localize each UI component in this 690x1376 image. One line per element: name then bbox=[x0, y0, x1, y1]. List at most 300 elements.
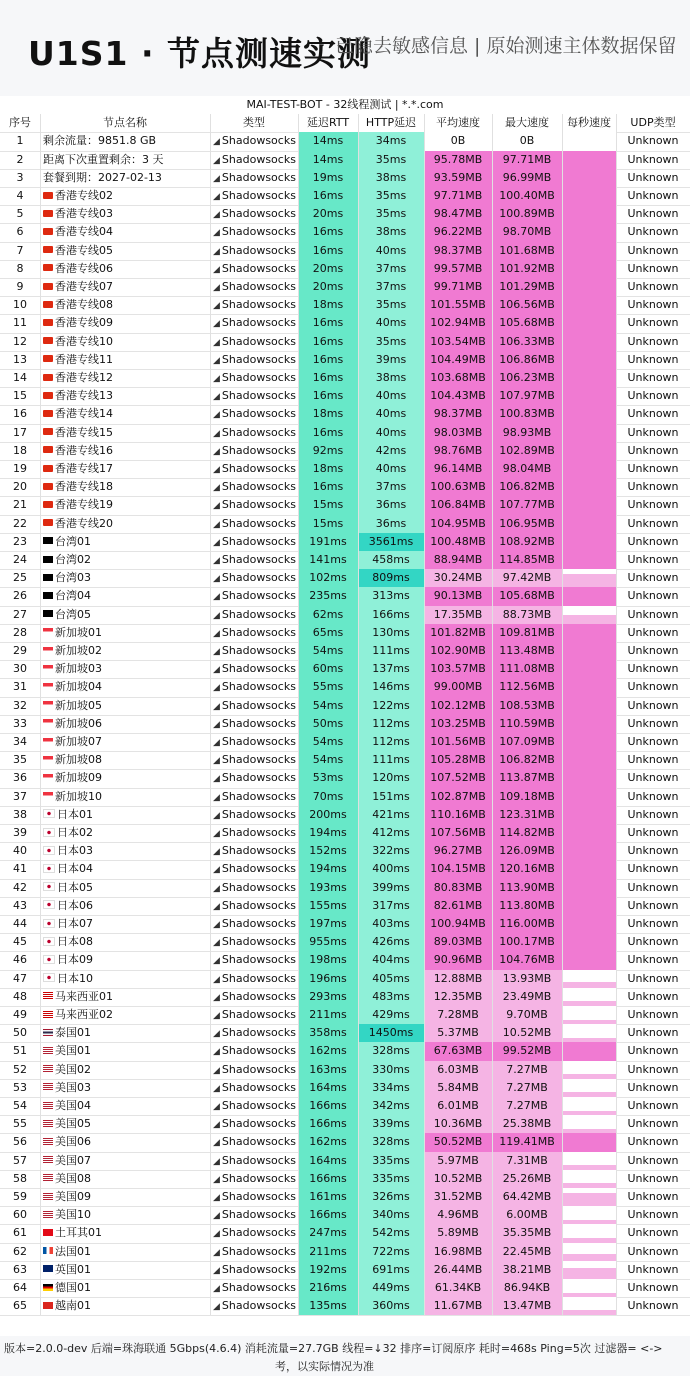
per-second-speed-fill bbox=[562, 642, 616, 660]
japan-flag-icon bbox=[43, 828, 55, 837]
table-row bbox=[0, 205, 690, 224]
node-type bbox=[210, 824, 298, 842]
node-type bbox=[210, 278, 298, 296]
max-speed-value: 97.42MB bbox=[492, 569, 562, 587]
node-type-label: Shadowsocks bbox=[221, 1153, 296, 1167]
protocol-arrow-icon: ◢ bbox=[213, 829, 220, 839]
node-type-label: Shadowsocks bbox=[221, 844, 296, 858]
node-type bbox=[210, 1261, 298, 1279]
protocol-arrow-icon: ◢ bbox=[213, 756, 220, 767]
http-latency-value: 151ms bbox=[358, 788, 424, 806]
avg-speed-value: 101.82MB bbox=[424, 624, 492, 642]
per-second-speed-bar bbox=[562, 678, 616, 696]
singapore-flag-icon bbox=[43, 701, 53, 708]
node-type bbox=[210, 624, 298, 642]
rtt-value: 194ms bbox=[298, 860, 358, 878]
rtt-value: 197ms bbox=[298, 915, 358, 933]
udp-type-value: Unknown bbox=[627, 1171, 679, 1185]
table-row bbox=[0, 915, 690, 934]
node-name-label: 新加坡08 bbox=[55, 753, 102, 767]
row-index: 47 bbox=[13, 971, 27, 985]
table-row bbox=[0, 806, 690, 825]
node-type bbox=[210, 405, 298, 423]
table-row bbox=[0, 1297, 690, 1316]
node-type-label: Shadowsocks bbox=[221, 735, 296, 748]
table-row bbox=[0, 660, 690, 679]
table-row bbox=[0, 260, 690, 279]
http-latency-value: 542ms bbox=[358, 1224, 424, 1242]
per-second-speed-fill bbox=[562, 715, 616, 733]
page-subtitle: 已隐去敏感信息 | 原始测速主体数据保留 bbox=[335, 35, 677, 57]
per-second-speed-fill bbox=[562, 788, 616, 806]
node-name bbox=[40, 132, 210, 150]
col-udp-type-header: UDP类型 bbox=[630, 116, 676, 130]
udp-type-value: Unknown bbox=[627, 553, 679, 566]
per-second-speed-bar bbox=[562, 806, 616, 824]
avg-speed-value: 11.67MB bbox=[424, 1297, 492, 1315]
rtt-value: 216ms bbox=[298, 1279, 358, 1297]
row-index: 23 bbox=[13, 534, 27, 548]
per-second-speed-bar bbox=[562, 988, 616, 1006]
per-second-speed-bar bbox=[562, 478, 616, 496]
udp-type-value: Unknown bbox=[627, 1080, 679, 1094]
row-index: 44 bbox=[13, 917, 27, 930]
per-second-speed-fill bbox=[562, 1042, 616, 1060]
max-speed-value: 25.26MB bbox=[492, 1170, 562, 1188]
http-latency-value: 112ms bbox=[358, 733, 424, 751]
udp-type-value: Unknown bbox=[627, 462, 679, 475]
rtt-value: 166ms bbox=[298, 1170, 358, 1188]
max-speed-value: 106.86MB bbox=[492, 351, 562, 369]
per-second-speed-fill bbox=[562, 842, 616, 860]
per-second-speed-fill bbox=[562, 733, 616, 751]
max-speed-value: 107.77MB bbox=[492, 496, 562, 514]
taiwan-flag-icon bbox=[43, 537, 53, 544]
udp-type-value: Unknown bbox=[627, 407, 679, 421]
rtt-value: 16ms bbox=[298, 351, 358, 369]
avg-speed-value: 101.56MB bbox=[424, 733, 492, 751]
per-second-speed-bar bbox=[562, 751, 616, 769]
udp-type-value: Unknown bbox=[627, 443, 679, 457]
rtt-value: 955ms bbox=[298, 933, 358, 951]
node-type-label: Shadowsocks bbox=[221, 225, 296, 239]
udp-type-value: Unknown bbox=[627, 280, 679, 293]
node-type bbox=[210, 933, 298, 951]
http-latency-value: 313ms bbox=[358, 587, 424, 605]
udp-type-value: Unknown bbox=[627, 152, 679, 166]
protocol-arrow-icon: ◢ bbox=[213, 610, 220, 621]
max-speed-value: 0B bbox=[492, 132, 562, 150]
per-second-speed-bar bbox=[562, 587, 616, 605]
node-name bbox=[40, 951, 210, 969]
table-row bbox=[0, 842, 690, 861]
http-latency-value: 449ms bbox=[358, 1279, 424, 1297]
udp-type-value: Unknown bbox=[627, 571, 679, 585]
avg-speed-value: 110.16MB bbox=[424, 806, 492, 824]
per-second-speed-fill bbox=[562, 824, 616, 842]
avg-speed-value: 102.12MB bbox=[424, 697, 492, 715]
max-speed-value: 13.47MB bbox=[492, 1297, 562, 1315]
http-latency-value: 483ms bbox=[358, 988, 424, 1006]
per-second-speed-fill bbox=[562, 169, 616, 187]
protocol-arrow-icon: ◢ bbox=[213, 1102, 220, 1112]
node-type-label: Shadowsocks bbox=[221, 352, 296, 366]
protocol-arrow-icon: ◢ bbox=[213, 1047, 220, 1058]
node-name bbox=[40, 824, 210, 842]
column-divider bbox=[424, 114, 425, 1315]
node-name-label: 台湾01 bbox=[55, 534, 91, 548]
http-latency-value: 40ms bbox=[358, 314, 424, 332]
node-type-label: Shadowsocks bbox=[221, 243, 296, 257]
rtt-value: 54ms bbox=[298, 751, 358, 769]
protocol-arrow-icon: ◢ bbox=[213, 319, 220, 330]
http-latency-value: 335ms bbox=[358, 1170, 424, 1188]
max-speed-value: 6.00MB bbox=[492, 1206, 562, 1224]
node-type-label: Shadowsocks bbox=[221, 1117, 296, 1131]
http-latency-value: 317ms bbox=[358, 897, 424, 915]
avg-speed-value: 104.95MB bbox=[424, 515, 492, 533]
avg-speed-value: 0B bbox=[424, 132, 492, 150]
node-type bbox=[210, 988, 298, 1006]
japan-flag-icon bbox=[43, 846, 55, 855]
protocol-arrow-icon: ◢ bbox=[213, 1083, 220, 1094]
node-name bbox=[40, 1042, 210, 1060]
udp-type-value: Unknown bbox=[627, 207, 679, 221]
node-type bbox=[210, 333, 298, 351]
per-second-speed-bar bbox=[562, 1133, 616, 1151]
node-name bbox=[40, 533, 210, 551]
max-speed-value: 113.80MB bbox=[492, 897, 562, 915]
node-name bbox=[40, 387, 210, 405]
http-latency-value: 34ms bbox=[358, 132, 424, 150]
node-type bbox=[210, 788, 298, 806]
http-latency-value: 112ms bbox=[358, 715, 424, 733]
node-type-label: Shadowsocks bbox=[221, 807, 296, 821]
rtt-value: 14ms bbox=[298, 151, 358, 169]
node-type bbox=[210, 478, 298, 496]
protocol-arrow-icon: ◢ bbox=[213, 410, 220, 421]
per-second-speed-bar bbox=[562, 1297, 616, 1315]
row-index: 3 bbox=[16, 170, 24, 184]
per-second-speed-fill bbox=[562, 351, 616, 369]
per-second-speed-fill bbox=[562, 187, 616, 205]
node-name-label: 香港专线07 bbox=[55, 280, 113, 293]
udp-type-value: Unknown bbox=[627, 716, 679, 730]
per-second-speed-bar bbox=[562, 733, 616, 751]
row-index: 24 bbox=[13, 553, 27, 566]
column-divider bbox=[492, 114, 493, 1315]
node-name-label: 香港专线15 bbox=[55, 425, 113, 439]
avg-speed-value: 99.00MB bbox=[424, 678, 492, 696]
node-type bbox=[210, 1279, 298, 1297]
node-type-label: Shadowsocks bbox=[221, 261, 296, 275]
http-latency-value: 339ms bbox=[358, 1115, 424, 1133]
node-type-label: Shadowsocks bbox=[221, 189, 296, 202]
node-name-label: 英国01 bbox=[55, 1262, 91, 1276]
http-latency-value: 130ms bbox=[358, 624, 424, 642]
node-name-label: 美国06 bbox=[55, 1135, 91, 1149]
avg-speed-value: 67.63MB bbox=[424, 1042, 492, 1060]
row-index: 7 bbox=[16, 243, 24, 257]
http-latency-value: 40ms bbox=[358, 424, 424, 442]
node-name-label: 日本08 bbox=[57, 935, 93, 949]
node-name bbox=[40, 151, 210, 169]
column-divider bbox=[358, 114, 359, 1315]
node-name bbox=[40, 1006, 210, 1024]
row-index: 25 bbox=[13, 571, 27, 585]
node-type-label: Shadowsocks bbox=[221, 971, 296, 985]
avg-speed-value: 100.48MB bbox=[424, 533, 492, 551]
footer-info: 版本=2.0.0-dev 后端=珠海联通 5Gbps(4.6.4) 消耗流量=27.7GB 线程=↓32 排序=订阅原序 耗时=468s Ping=5次 过滤器= <-> bbox=[4, 1342, 663, 1355]
per-second-speed-fill bbox=[562, 769, 616, 787]
singapore-flag-icon bbox=[43, 792, 53, 799]
singapore-flag-icon bbox=[43, 738, 53, 745]
per-second-speed-bar bbox=[562, 1115, 616, 1133]
protocol-arrow-icon: ◢ bbox=[213, 301, 220, 312]
row-index: 57 bbox=[13, 1153, 27, 1167]
per-second-speed-fill bbox=[562, 533, 616, 551]
node-name-label: 日本01 bbox=[57, 807, 93, 821]
protocol-arrow-icon: ◢ bbox=[213, 847, 220, 858]
udp-type-value: Unknown bbox=[627, 298, 679, 312]
hong-kong-flag-icon bbox=[43, 319, 53, 326]
node-type-label: Shadowsocks bbox=[221, 298, 296, 312]
rtt-value: 70ms bbox=[298, 788, 358, 806]
avg-speed-value: 103.25MB bbox=[424, 715, 492, 733]
node-type-label: Shadowsocks bbox=[221, 880, 296, 894]
udp-type-value: Unknown bbox=[627, 498, 679, 512]
protocol-arrow-icon: ◢ bbox=[213, 246, 220, 257]
table-row bbox=[0, 551, 690, 570]
node-name bbox=[40, 678, 210, 696]
node-type bbox=[210, 970, 298, 988]
avg-speed-value: 90.13MB bbox=[424, 587, 492, 605]
max-speed-value: 88.73MB bbox=[492, 606, 562, 624]
udp-type-value: Unknown bbox=[627, 971, 679, 985]
node-name-label: 美国04 bbox=[55, 1099, 91, 1112]
row-index: 14 bbox=[13, 371, 27, 384]
node-name-label: 香港专线04 bbox=[55, 225, 113, 239]
row-index: 8 bbox=[16, 261, 24, 275]
avg-speed-value: 103.57MB bbox=[424, 660, 492, 678]
http-latency-value: 335ms bbox=[358, 1152, 424, 1170]
max-speed-value: 38.21MB bbox=[492, 1261, 562, 1279]
per-second-speed-fill bbox=[562, 806, 616, 824]
http-latency-value: 399ms bbox=[358, 879, 424, 897]
node-type-label: Shadowsocks bbox=[221, 1044, 296, 1058]
per-second-speed-bar bbox=[562, 824, 616, 842]
avg-speed-value: 102.90MB bbox=[424, 642, 492, 660]
protocol-arrow-icon: ◢ bbox=[213, 1120, 220, 1131]
avg-speed-value: 96.22MB bbox=[424, 223, 492, 241]
http-latency-value: 328ms bbox=[358, 1133, 424, 1151]
max-speed-value: 114.85MB bbox=[492, 551, 562, 569]
protocol-arrow-icon: ◢ bbox=[213, 920, 220, 930]
france-flag-icon bbox=[43, 1247, 53, 1254]
rtt-value: 92ms bbox=[298, 442, 358, 460]
node-name bbox=[40, 1152, 210, 1170]
protocol-arrow-icon: ◢ bbox=[213, 428, 220, 439]
node-name bbox=[40, 1279, 210, 1297]
rtt-value: 163ms bbox=[298, 1061, 358, 1079]
node-type bbox=[210, 678, 298, 696]
node-type-label: Shadowsocks bbox=[221, 498, 296, 512]
per-second-speed-bar bbox=[562, 1261, 616, 1279]
protocol-arrow-icon: ◢ bbox=[213, 810, 220, 821]
node-type bbox=[210, 806, 298, 824]
node-name-label: 台湾04 bbox=[55, 589, 91, 603]
node-type bbox=[210, 387, 298, 405]
http-latency-value: 35ms bbox=[358, 333, 424, 351]
row-index: 43 bbox=[13, 898, 27, 912]
http-latency-value: 38ms bbox=[358, 169, 424, 187]
per-second-speed-bar bbox=[562, 1042, 616, 1060]
per-second-speed-bar bbox=[562, 1097, 616, 1115]
avg-speed-value: 98.37MB bbox=[424, 405, 492, 423]
node-type-label: Shadowsocks bbox=[221, 1208, 296, 1222]
node-type-label: Shadowsocks bbox=[221, 480, 296, 494]
taiwan-flag-icon bbox=[43, 592, 53, 599]
protocol-arrow-icon: ◢ bbox=[213, 683, 220, 694]
udp-type-value: Unknown bbox=[627, 1244, 679, 1258]
row-index: 58 bbox=[13, 1171, 27, 1185]
table-row bbox=[0, 624, 690, 643]
node-type bbox=[210, 1097, 298, 1115]
usa-flag-icon bbox=[43, 1156, 53, 1163]
per-second-speed-fill bbox=[562, 1133, 616, 1151]
http-latency-value: 403ms bbox=[358, 915, 424, 933]
avg-speed-value: 96.27MB bbox=[424, 842, 492, 860]
per-second-speed-fill bbox=[562, 574, 616, 588]
max-speed-value: 106.23MB bbox=[492, 369, 562, 387]
udp-type-value: Unknown bbox=[627, 807, 679, 821]
table-row bbox=[0, 879, 690, 898]
udp-type-value: Unknown bbox=[627, 607, 679, 621]
udp-type-value: Unknown bbox=[627, 261, 679, 275]
rtt-value: 16ms bbox=[298, 478, 358, 496]
node-name-label: 日本09 bbox=[57, 953, 93, 967]
protocol-arrow-icon: ◢ bbox=[213, 592, 220, 603]
rtt-value: 20ms bbox=[298, 278, 358, 296]
udp-type-value: Unknown bbox=[627, 425, 679, 439]
row-index: 65 bbox=[13, 1299, 27, 1313]
node-name-label: 新加坡05 bbox=[55, 698, 102, 712]
singapore-flag-icon bbox=[43, 647, 53, 654]
node-name bbox=[40, 642, 210, 660]
per-second-speed-bar bbox=[562, 387, 616, 405]
avg-speed-value: 98.37MB bbox=[424, 242, 492, 260]
udp-type-value: Unknown bbox=[627, 1026, 679, 1040]
node-name-label: 德国01 bbox=[55, 1281, 91, 1294]
max-speed-value: 101.29MB bbox=[492, 278, 562, 296]
node-name-label: 新加坡09 bbox=[55, 771, 102, 785]
http-latency-value: 111ms bbox=[358, 751, 424, 769]
node-type bbox=[210, 1006, 298, 1024]
max-speed-value: 109.18MB bbox=[492, 788, 562, 806]
node-name bbox=[40, 515, 210, 533]
node-name-label: 新加坡10 bbox=[55, 789, 102, 803]
node-type-label: Shadowsocks bbox=[221, 170, 296, 184]
max-speed-value: 105.68MB bbox=[492, 314, 562, 332]
max-speed-value: 7.27MB bbox=[492, 1097, 562, 1115]
max-speed-value: 107.97MB bbox=[492, 387, 562, 405]
protocol-arrow-icon: ◢ bbox=[213, 1265, 220, 1276]
max-speed-value: 98.93MB bbox=[492, 424, 562, 442]
table-row bbox=[0, 1061, 690, 1080]
max-speed-value: 123.31MB bbox=[492, 806, 562, 824]
node-type bbox=[210, 769, 298, 787]
row-index: 2 bbox=[16, 152, 24, 166]
node-type bbox=[210, 260, 298, 278]
node-name-label: 香港专线09 bbox=[55, 316, 113, 330]
node-type-label: Shadowsocks bbox=[221, 644, 296, 657]
node-name-label: 新加坡01 bbox=[55, 625, 102, 639]
node-name-label: 美国03 bbox=[55, 1080, 91, 1094]
column-divider bbox=[210, 114, 211, 1315]
node-type bbox=[210, 1188, 298, 1206]
singapore-flag-icon bbox=[43, 683, 53, 690]
japan-flag-icon bbox=[43, 900, 55, 909]
per-second-speed-bar bbox=[562, 187, 616, 205]
protocol-arrow-icon: ◢ bbox=[213, 173, 220, 184]
hong-kong-flag-icon bbox=[43, 410, 53, 417]
row-index: 36 bbox=[13, 771, 27, 785]
avg-speed-value: 104.43MB bbox=[424, 387, 492, 405]
table-row bbox=[0, 369, 690, 388]
hong-kong-flag-icon bbox=[43, 192, 53, 199]
max-speed-value: 106.33MB bbox=[492, 333, 562, 351]
avg-speed-value: 12.35MB bbox=[424, 988, 492, 1006]
node-name-label: 香港专线08 bbox=[55, 298, 113, 312]
node-name bbox=[40, 333, 210, 351]
node-name-label: 香港专线16 bbox=[55, 443, 113, 457]
row-index: 9 bbox=[16, 280, 24, 293]
udp-type-value: Unknown bbox=[627, 1135, 679, 1149]
node-name bbox=[40, 1079, 210, 1097]
rtt-value: 166ms bbox=[298, 1115, 358, 1133]
per-second-speed-bar bbox=[562, 915, 616, 933]
japan-flag-icon bbox=[43, 919, 55, 928]
node-name-label: 香港专线11 bbox=[55, 352, 113, 366]
node-name bbox=[40, 351, 210, 369]
row-index: 39 bbox=[13, 826, 27, 839]
protocol-arrow-icon: ◢ bbox=[213, 974, 220, 985]
protocol-arrow-icon: ◢ bbox=[213, 1247, 220, 1258]
udp-type-value: Unknown bbox=[627, 334, 679, 348]
node-type-label: Shadowsocks bbox=[221, 1062, 296, 1076]
node-name bbox=[40, 1188, 210, 1206]
row-index: 17 bbox=[13, 425, 27, 439]
protocol-arrow-icon: ◢ bbox=[213, 1302, 220, 1313]
hong-kong-flag-icon bbox=[43, 446, 53, 453]
table-row bbox=[0, 1243, 690, 1262]
node-name-label: 日本07 bbox=[57, 917, 93, 930]
node-name-label: 美国01 bbox=[55, 1044, 91, 1058]
max-speed-value: 114.82MB bbox=[492, 824, 562, 842]
row-index: 51 bbox=[13, 1044, 27, 1058]
node-name-label: 美国10 bbox=[55, 1208, 91, 1222]
rtt-value: 20ms bbox=[298, 205, 358, 223]
per-second-speed-fill bbox=[562, 1193, 616, 1207]
per-second-speed-fill bbox=[562, 333, 616, 351]
node-name-label: 距离下次重置剩余：3 天 bbox=[43, 152, 164, 166]
node-name bbox=[40, 405, 210, 423]
rtt-value: 54ms bbox=[298, 733, 358, 751]
node-type bbox=[210, 1133, 298, 1151]
rtt-value: 152ms bbox=[298, 842, 358, 860]
node-name bbox=[40, 988, 210, 1006]
per-second-speed-bar bbox=[562, 169, 616, 187]
